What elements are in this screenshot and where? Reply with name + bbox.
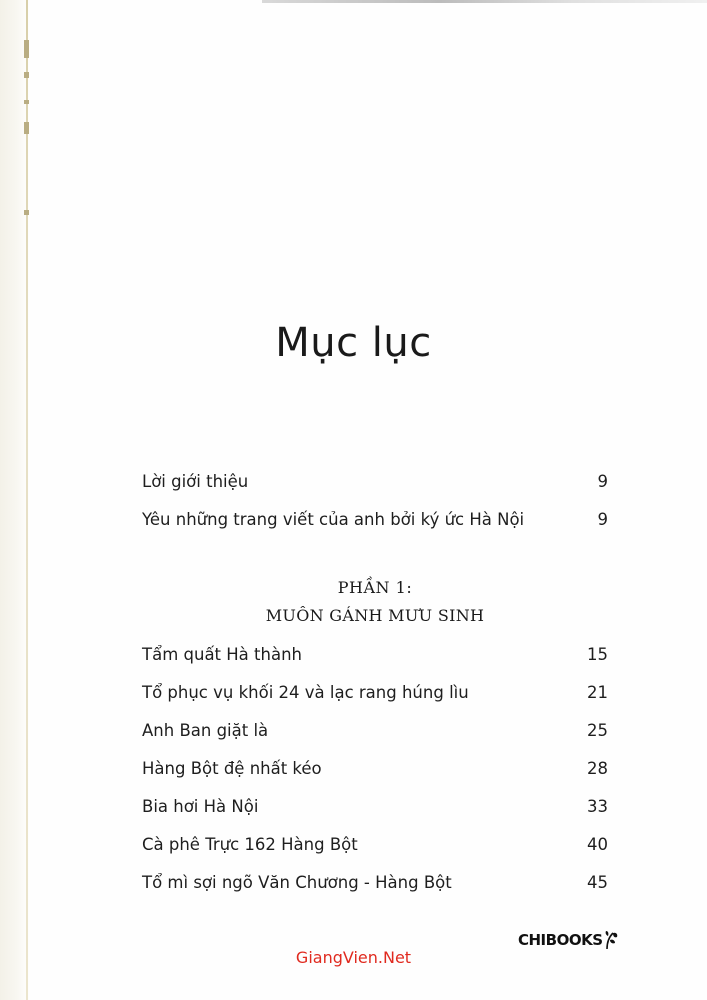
toc-entry [142, 835, 608, 863]
toc-entry [142, 721, 608, 749]
part-heading: PHẦN 1: [337, 578, 413, 597]
publisher-logo-text: CHIBOOKS [518, 931, 603, 949]
toc-entry-page: 33 [587, 797, 608, 816]
publisher-logo [518, 930, 620, 950]
toc-entry-page: 9 [597, 472, 608, 491]
watermark: GiangVien.Net [295, 948, 412, 967]
toc-entry-label: Tổ phục vụ khối 24 và lạc rang húng lìu [142, 683, 469, 702]
toc-entry [142, 645, 608, 673]
toc-entry-page: 40 [587, 835, 608, 854]
binding-line [26, 0, 28, 1000]
toc-entry [142, 683, 608, 711]
toc-entry [142, 472, 608, 500]
toc-entry [142, 873, 608, 901]
toc-entry-page: 45 [587, 873, 608, 892]
toc-entry-label: Anh Ban giặt là [142, 721, 269, 740]
binding-mark [24, 72, 29, 78]
toc-entry-page: 25 [587, 721, 608, 740]
toc-entry-page: 9 [597, 510, 608, 529]
part-subtitle: MUÔN GÁNH MƯU SINH [265, 606, 485, 625]
toc-entry-label: Hàng Bột đệ nhất kéo [142, 759, 322, 778]
toc-entry-page: 21 [587, 683, 608, 702]
toc-entry-page: 15 [587, 645, 608, 664]
toc-entry [142, 797, 608, 825]
toc-entry-label: Yêu những trang viết của anh bởi ký ức Hà Nội [142, 510, 525, 529]
toc-entry-label: Bia hơi Hà Nội [142, 797, 259, 816]
toc-entry-label: Lời giới thiệu [142, 472, 249, 491]
binding-mark [24, 210, 29, 215]
leaf-icon [604, 930, 620, 950]
toc-entry-page: 28 [587, 759, 608, 778]
binding-mark [24, 100, 29, 104]
binding-mark [24, 40, 29, 58]
page-title: Mục lục [275, 320, 432, 366]
scan-top-strip [262, 0, 707, 3]
toc-entry-label: Tẩm quất Hà thành [142, 645, 302, 664]
binding-mark [24, 122, 29, 134]
toc-entry [142, 759, 608, 787]
toc-entry-label: Cà phê Trực 162 Hàng Bột [142, 835, 358, 854]
toc-entry-label: Tổ mì sợi ngõ Văn Chương - Hàng Bột [142, 873, 452, 892]
toc-entry [142, 510, 608, 538]
